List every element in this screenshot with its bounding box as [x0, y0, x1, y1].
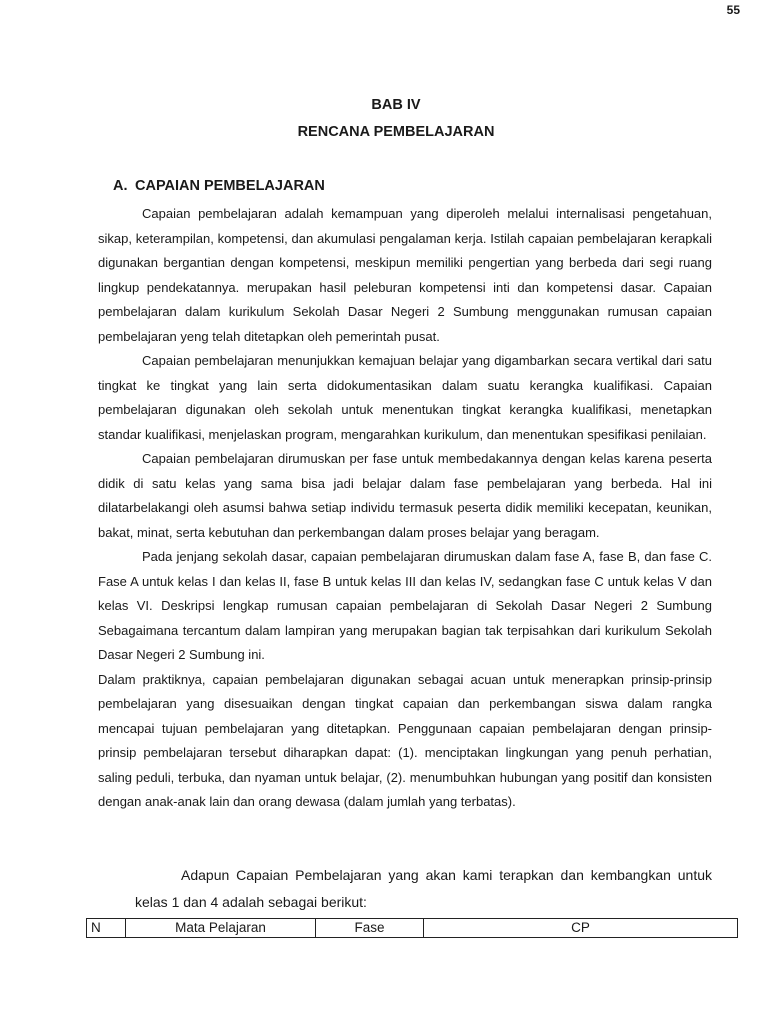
- header-subject: Mata Pelajaran: [126, 919, 316, 938]
- page-number: 55: [726, 3, 740, 17]
- paragraph-4: Pada jenjang sekolah dasar, capaian pembelajaran dirumuskan dalam fase A, fase B, dan fase C. Fase A untuk kelas I dan kelas II, fase B untuk kelas III dan kelas IV, sedangkan fase C untuk kelas V dan kelas VI. Deskripsi lengkap rumusan capaian pembelajaran di Sekolah Dasar Negeri 2 Sumbung Sebagaimana tercantum dalam lampiran yang merupakan bagian tak terpisahkan dari kurikulum Sekolah Dasar Negeri 2 Sumbung ini.: [98, 549, 712, 662]
- table-header-row: [87, 919, 738, 938]
- table-intro: Adapun Capaian Pembelajaran yang akan kami terapkan dan kembangkan untuk kelas 1 dan 4 adalah sebagai berikut:: [135, 867, 712, 910]
- body-text: [98, 202, 712, 815]
- paragraph-3: Capaian pembelajaran dirumuskan per fase untuk membedakannya dengan kelas karena peserta didik di satu kelas yang sama bisa jadi belajar dalam fase pembelajaran yang berbeda. Hal ini dilatarbelakangi oleh asumsi bahwa setiap individu termasuk peserta didik memiliki kecepatan, keunikan, bakat, minat, serta kebutuhan dan perkembangan dalam proses belajar yang beragam.: [98, 451, 712, 540]
- section-letter: A.: [113, 178, 128, 194]
- header-no: N: [87, 919, 126, 938]
- paragraph-2: Capaian pembelajaran menunjukkan kemajuan belajar yang digambarkan secara vertikal dari satu tingkat ke tingkat yang lain serta didokumentasikan dalam suatu kerangka kualifikasi. Capaian pembelajaran digunakan oleh sekolah untuk menentukan tingkat kerangka kualifikasi, menetapkan standar kualifikasi, menjelaskan program, mengarahkan kurikulum, dan menentukan spesifikasi penilaian.: [98, 353, 712, 442]
- paragraph-1: Capaian pembelajaran adalah kemampuan yang diperoleh melalui internalisasi pengetahuan, sikap, keterampilan, kompetensi, dan akumulasi pengalaman kerja. Istilah capaian pembelajaran kerapkali digunakan bergantian dengan kompetensi, meskipun memiliki pengertian yang berbeda dari segi ruang lingkup pendekatannya. merupakan hasil peleburan kompetensi inti dan kompetensi dasar. Capaian pembelajaran dalam kurikulum Sekolah Dasar Negeri 2 Sumbung menggunakan rumusan capaian pembelajaran yeng telah ditetapkan oleh pemerintah pusat.: [98, 206, 712, 344]
- paragraph-5: Dalam praktiknya, capaian pembelajaran digunakan sebagai acuan untuk menerapkan prinsip-prinsip pembelajaran yang disesuaikan dengan tingkat capaian dan perkembangan siswa dalam rangka mencapai tujuan pembelajaran yang ditetapkan. Penggunaan capaian pembelajaran dengan prinsip-prinsip pembelajaran tersebut diharapkan dapat: (1). menciptakan lingkungan yang penuh perhatian, saling peduli, terbuka, dan nyaman untuk belajar, (2). menumbuhkan hubungan yang positif dan konsisten dengan anak-anak lain dan orang dewasa (dalam jumlah yang terbatas).: [98, 671, 712, 809]
- header-cp: CP: [424, 919, 738, 938]
- chapter-number: BAB IV: [371, 97, 421, 113]
- chapter-title: RENCANA PEMBELAJARAN: [297, 124, 495, 140]
- section-title: CAPAIAN PEMBELAJARAN: [135, 178, 325, 194]
- cp-table: [86, 918, 738, 938]
- header-phase: Fase: [316, 919, 424, 938]
- section-heading: [113, 178, 325, 194]
